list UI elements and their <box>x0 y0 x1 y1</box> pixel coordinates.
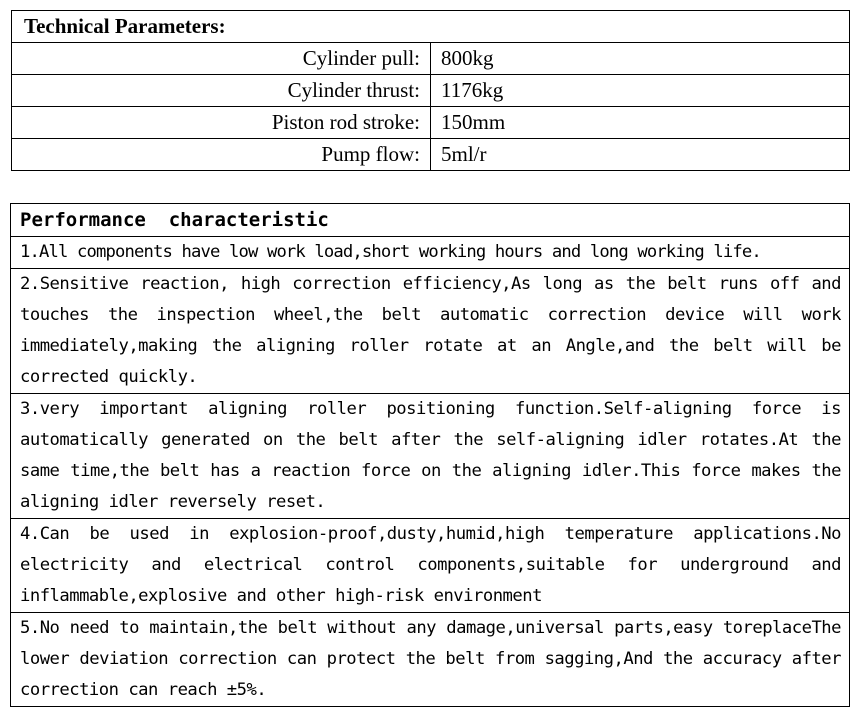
technical-parameters-title: Technical Parameters: <box>12 11 850 43</box>
performance-item-row <box>11 519 850 613</box>
performance-title-row <box>11 204 850 237</box>
technical-parameters-table <box>11 10 850 171</box>
performance-title: Performance characteristic <box>11 204 850 237</box>
performance-item: 5.No need to maintain,the belt without any damage,universal parts,easy toreplaceThe lower deviation correction can protect the belt from sagging,And the accuracy after correction can reach ±5%. <box>11 613 850 707</box>
performance-item-row <box>11 237 850 269</box>
parameter-value: 800kg <box>431 43 850 75</box>
performance-characteristic-table <box>10 203 850 707</box>
performance-item: 4.Can be used in explosion-proof,dusty,humid,high temperature applications.No electricity and electrical control components,suitable for underground and inflammable,explosive and other high-risk environment <box>11 519 850 613</box>
performance-item-row <box>11 613 850 707</box>
performance-item-row <box>11 394 850 519</box>
parameter-value: 5ml/r <box>431 139 850 171</box>
parameter-label: Cylinder thrust: <box>12 75 431 107</box>
parameter-row-piston-rod-stroke <box>12 107 850 139</box>
performance-item: 1.All components have low work load,short working hours and long working life. <box>11 237 850 269</box>
parameter-label: Pump flow: <box>12 139 431 171</box>
parameter-value: 1176kg <box>431 75 850 107</box>
performance-item: 2.Sensitive reaction, high correction efficiency,As long as the belt runs off and touches the inspection wheel,the belt automatic correction device will work immediately,making the aligning roller rotate at an Angle,and the belt will be corrected quickly. <box>11 269 850 394</box>
parameter-row-cylinder-thrust <box>12 75 850 107</box>
technical-parameters-title-row <box>12 11 850 43</box>
performance-item-row <box>11 269 850 394</box>
parameter-row-pump-flow <box>12 139 850 171</box>
parameter-label: Cylinder pull: <box>12 43 431 75</box>
parameter-row-cylinder-pull <box>12 43 850 75</box>
parameter-label: Piston rod stroke: <box>12 107 431 139</box>
performance-item: 3.very important aligning roller positioning function.Self-aligning force is automatically generated on the belt after the self-aligning idler rotates.At the same time,the belt has a reaction force on the aligning idler.This force makes the aligning idler reversely reset. <box>11 394 850 519</box>
parameter-value: 150mm <box>431 107 850 139</box>
